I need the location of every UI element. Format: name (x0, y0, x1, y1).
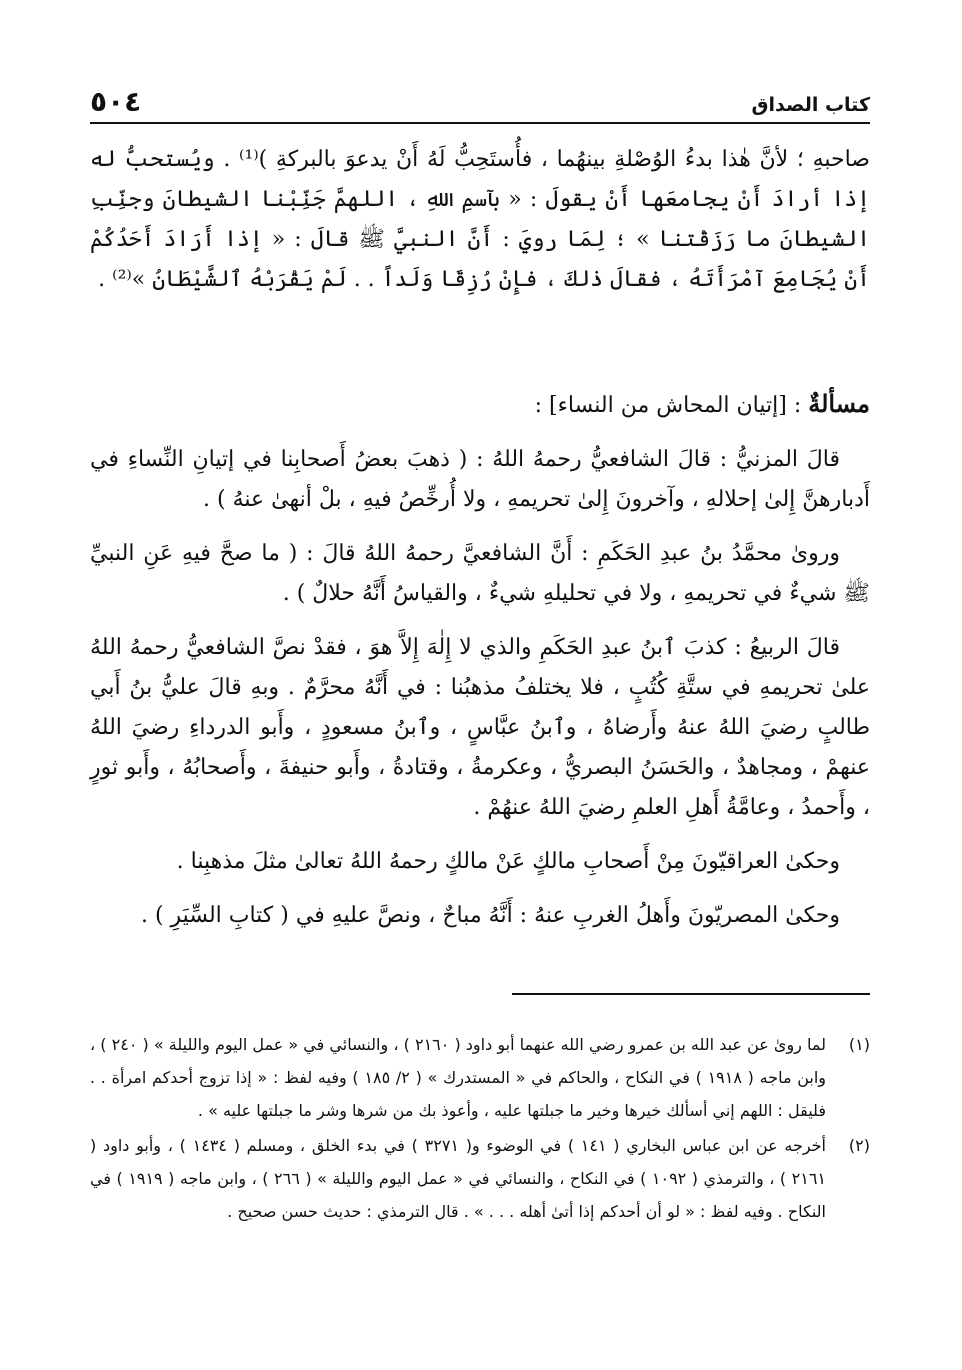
paragraph-2: قالَ المزنيُّ : قالَ الشافعيُّ رحمهُ اللهُ : ( ذهبَ بعضُ أَصحابِنا في إتيانِ النِّساءِ في أَدبارهنَّ إِلىٰ إحلالهِ ، وآخرونَ إِلىٰ تحريمهِ ، ولا أُرخِّصُ فيهِ ، بلْ أنهىٰ عنهُ ) . (90, 447, 870, 512)
page-number: ٥٠٤ (90, 85, 142, 118)
footnote-2 (90, 1129, 870, 1228)
masala-title: : [إتيان المحاش من النساء] : (534, 393, 809, 418)
paragraph-6: وحكىٰ المصريّونَ وأَهلُ الغربِ عنهُ : أَنَّهُ مباحٌ ، ونصَّ عليهِ في ( كتابِ السِّيَرِ ) . (140, 903, 840, 928)
masala-label: مسألةٌ (808, 389, 870, 418)
masala-heading (90, 384, 870, 426)
page-header (90, 82, 870, 124)
footnotes (90, 1028, 870, 1230)
running-title: كتاب الصداق (751, 94, 870, 116)
footnote-number: (١) (848, 1035, 870, 1054)
paragraph-3: ورویٰ محمَّدُ بنُ عبدِ الحَكَمِ : أَنَّ الشافعيَّ رحمهُ اللهُ قالَ : ( ما صحَّ فيهِ عَنِ النبيِّ ﷺ شيءٌ في تحريمهِ ، ولا في تحليلهِ شيءٌ ، والقياسُ أَنَّهُ حلالٌ ) . (90, 541, 870, 606)
footnote-1 (90, 1028, 870, 1127)
paragraph-5: وحكىٰ العراقيّونَ مِنْ أَصحابِ مالكٍ عَنْ مالكٍ رحمهُ اللهُ تعالىٰ مثلَ مذهبِنا . (176, 849, 840, 874)
paragraph-1: صاحبهِ ؛ لأنَّ هٰذا بدءُ الوُصْلةِ بينهُما ، فأُستَحِبُّ لَهُ أَنْ يدعوَ بالبركةِ )⁽¹⁾ . ويُستحبُّ له إذا أرادَ أَنْ يجامعَها أَنْ يقولَ : « بآسمِ اللهِ ، اللهمَّ جَنِّبْنا الشيطانَ وجنِّبِ الشيطانَ ما رَزَقْتنا » ؛ لِمَا رويَ : أَنَّ النبيَّ ﷺ قالَ : « إذا أَرَادَ أَحَدُكُمْ أَنْ يُجَامِعَ آمْرَأَتَهُ ، فقالَ ذٰلكَ ، فإِنْ رُزِقَا وَلَداً . . لَمْ يَقْرَبْهُ ٱلشَّيْطَانُ »⁽²⁾ . (90, 147, 870, 292)
main-text (90, 140, 870, 950)
footnote-text: لما رویٰ عن عبد الله بن عمرو رضي الله عنهما أبو داود ( ٢١٦٠ ) ، والنسائي في « عمل اليوم والليلة » ( ٢٤٠ ) ، وابن ماجه ( ١٩١٨ ) في النكاح ، والحاكم في « المستدرك » ( ٢/ ١٨٥ ) وفيه لفظ : « إذا تزوج أحدكم امرأة . . فليقل : اللهم إني أسألك خيرها وخير ما جبلتها عليه ، وأعوذ بك من شرها وشر ما جبلتها عليه » . (90, 1035, 827, 1120)
footnote-divider (512, 993, 870, 995)
paragraph-4: قالَ الربيعُ : كذبَ ٱبنُ عبدِ الحَكَمِ والذي لا إِلٰهَ إِلاَّ هوَ ، فقدْ نصَّ الشافعيُّ رحمهُ اللهُ علىٰ تحريمهِ في ستَّةِ كُتُبٍ ، فلا يختلفُ مذهبُنا : في أَنَّهُ محرَّمٌ . وبهِ قالَ عليُّ بنُ أَبي طالبٍ رضيَ اللهُ عنهُ وأَرضاهُ ، وٱبنُ عبَّاسٍ ، وٱبنُ مسعودٍ ، وأَبو الدرداءِ رضيَ اللهُ عنهمْ ، ومجاهدٌ ، والحَسَنُ البصريُّ ، وعكرمةُ ، وقتادةُ ، وأَبو حنيفةَ ، وأَصحابُهُ ، وأَبو ثورٍ ، وأَحمدُ ، وعامَّةُ أَهلِ العلمِ رضيَ اللهُ عنهُمْ . (90, 635, 870, 820)
footnote-text: أخرجه عن ابن عباس البخاري ( ١٤١ ) في الوضوء و( ٣٢٧١ ) في بدء الخلق ، ومسلم ( ١٤٣٤ ) ، وأبو داود ( ٢١٦١ ) ، والترمذي ( ١٠٩٢ ) في النكاح ، والنسائي في « عمل اليوم والليلة » ( ٢٦٦ ) ، وابن ماجه ( ١٩١٩ ) في النكاح . وفيه لفظ : « لو أن أحدكم إذا أتىٰ أهله . . . » . قال الترمذي : حديث حسن صحيح . (90, 1136, 827, 1221)
footnote-number: (٢) (848, 1136, 870, 1155)
